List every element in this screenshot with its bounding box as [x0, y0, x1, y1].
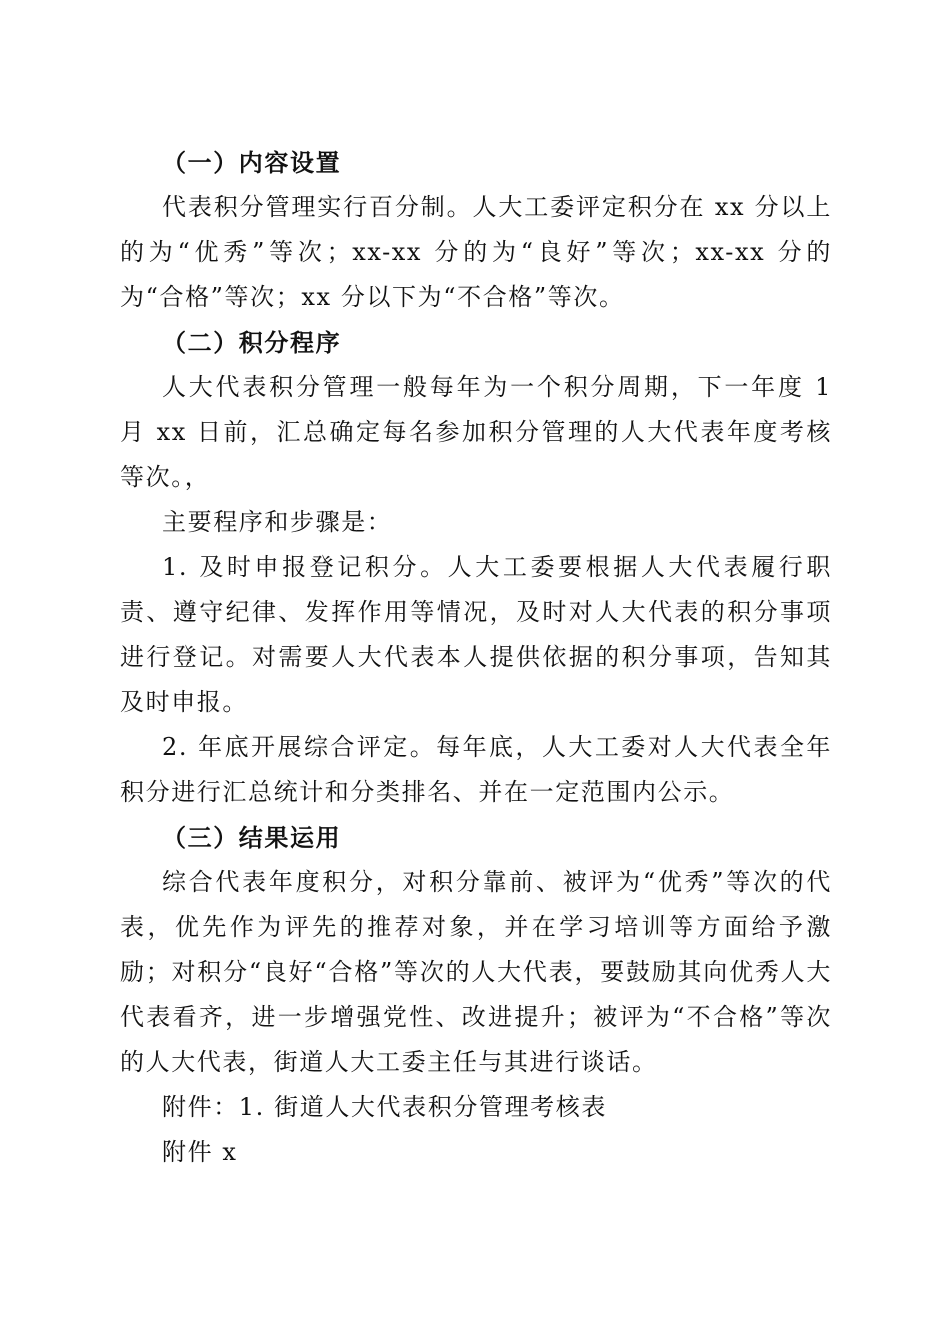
list-item-step-1: 1. 及时申报登记积分。人大工委要根据人大代表履行职责、遵守纪律、发挥作用等情况，及时对人大代表的积分事项进行登记。对需要人大代表本人提供依据的积分事项，告知其及时申报。: [120, 553, 832, 716]
document-body: [120, 140, 832, 1175]
paragraph-content-settings: 代表积分管理实行百分制。人大工委评定积分在 xx 分以上的为“优秀”等次；xx-xx 分的为“良好”等次；xx-xx 分的为“合格”等次；xx 分以下为“不合格”等次。: [120, 193, 832, 311]
paragraph-scoring-cycle: 人大代表积分管理一般每年为一个积分周期，下一年度 1 月 xx 日前，汇总确定每名参加积分管理的人大代表年度考核等次。，: [120, 373, 832, 491]
attachment-line-1: 附件：1. 街道人大代表积分管理考核表: [162, 1093, 607, 1121]
paragraph-steps-intro: 主要程序和步骤是：: [162, 508, 393, 536]
section-heading-content-settings: （一）内容设置: [162, 148, 342, 177]
list-item-step-2: 2. 年底开展综合评定。每年底，人大工委对人大代表全年积分进行汇总统计和分类排名、并在一定范围内公示。: [120, 733, 832, 806]
section-heading-scoring-procedure: （二）积分程序: [162, 328, 342, 357]
paragraph-result-usage: 综合代表年度积分，对积分靠前、被评为“优秀”等次的代表，优先作为评先的推荐对象，并在学习培训等方面给予激励；对积分“良好“合格”等次的人大代表，要鼓励其向优秀人大代表看齐，进一步增强党性、改进提升；被评为“不合格”等次的人大代表，街道人大工委主任与其进行谈话。: [120, 868, 832, 1076]
attachment-line-2: 附件 x: [162, 1138, 238, 1166]
section-heading-result-usage: （三）结果运用: [162, 823, 342, 852]
